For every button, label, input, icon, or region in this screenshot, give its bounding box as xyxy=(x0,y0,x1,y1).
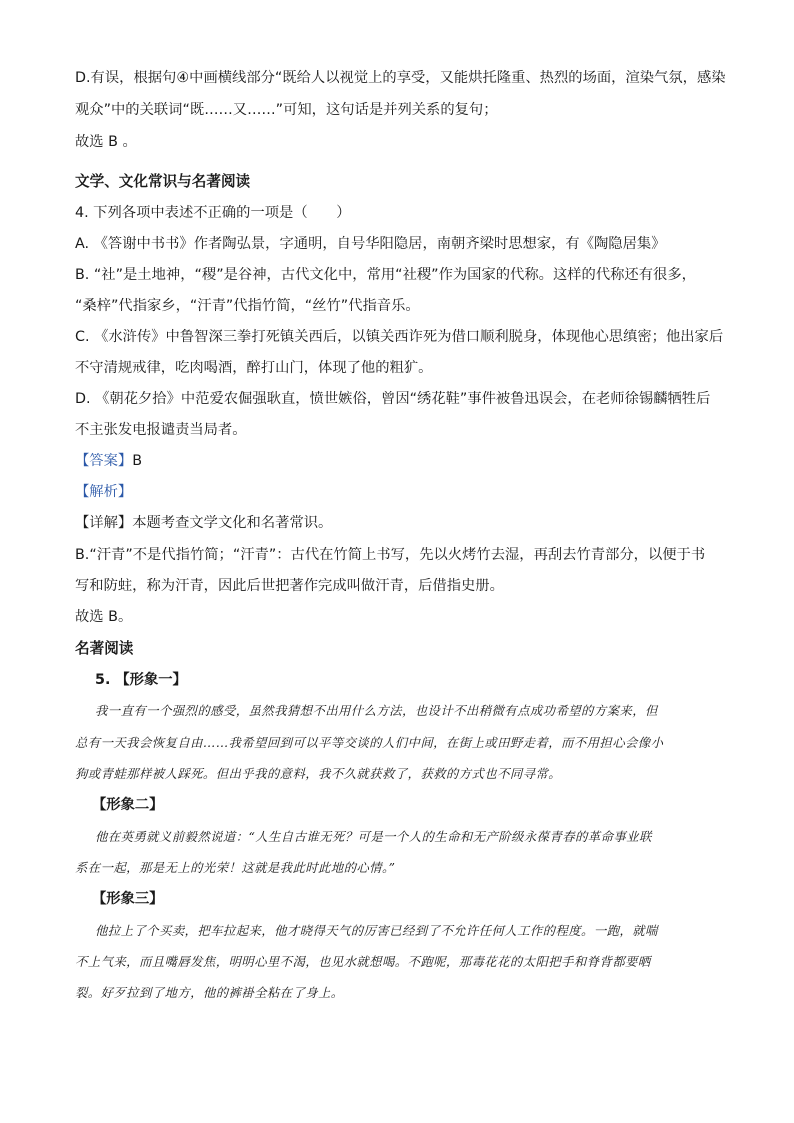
detail-text: 本题考查文学文化和名著常识。 xyxy=(132,515,333,531)
detail-label: 【详解】 xyxy=(75,515,133,531)
answer-value: B xyxy=(132,453,142,469)
option-d: D. 《朝花夕拾》中范爱农倔强耿直，愤世嫉俗，曾因“绣花鞋”事件被鲁迅误会，在老师徐锡麟牺牲后 xyxy=(75,391,711,407)
excerpt-line: 他拉上了个买卖，把车拉起来，他才晓得天气的厉害已经到了不允许任何人工作的程度。一跑，就喘 xyxy=(95,923,658,938)
excerpt-line: 不上气来，而且嘴唇发焦，明明心里不渴，也见水就想喝。不跑呢，那毒花花的太阳把手和脊背都要晒 xyxy=(75,954,651,969)
option-b-cont: “桑梓”代指家乡，“汗青”代指竹简，“丝竹”代指音乐。 xyxy=(75,298,420,314)
analysis-label: 【解析】 xyxy=(75,484,133,500)
image-one-label: 5. 【形象一】 xyxy=(95,672,187,688)
excerpt-line: 他在英勇就义前毅然说道：“人生自古谁无死？可是一个人的生命和无产阶级永葆青春的革命事业联 xyxy=(95,829,652,844)
detail-row xyxy=(75,513,732,533)
image-three-label: 【形象三】 xyxy=(92,891,164,907)
text-line: D.有误，根据句④中画横线部分“既给人以视觉上的享受，又能烘托隆重、热烈的场面，渲染气氛，感染 xyxy=(75,70,726,86)
excerpt-line: 总有一天我会恢复自由……我希望回到可以平等交谈的人们中间，在街上或田野走着，而不用担心会像小 xyxy=(75,735,664,750)
option-a: A. 《答谢中书书》作者陶弘景，字通明，自号华阳隐居，南朝齐梁时思想家，有《陶隐居集》 xyxy=(75,236,666,252)
text-line: 故选 B 。 xyxy=(75,134,137,150)
excerpt-line: 裂。好歹拉到了地方，他的裤褂全粘在了身上。 xyxy=(75,985,344,1000)
text-line: 观众”中的关联词“既……又……”可知，这句话是并列关系的复句； xyxy=(75,102,498,118)
answer-label: 【答案】 xyxy=(75,453,133,469)
section-heading: 文学、文化常识与名著阅读 xyxy=(75,173,251,190)
answer-row xyxy=(75,451,732,471)
question-stem: 4. 下列各项中表述不正确的一项是（ ） xyxy=(75,205,351,221)
option-c-cont: 不守清规戒律，吃肉喝酒，醉打山门，体现了他的粗犷。 xyxy=(75,360,433,376)
excerpt-line: 系在一起，那是无上的光荣！这就是我此时此地的心情。” xyxy=(75,860,396,875)
option-b: B. “社”是土地神，“稷”是谷神，古代文化中，常用“社稷”作为国家的代称。这样的代称还有很多， xyxy=(75,267,696,283)
excerpt-line: 我一直有一个强烈的感受，虽然我猜想不出用什么方法，也设计不出稍微有点成功希望的方案来，但 xyxy=(95,703,658,718)
option-c: C. 《水浒传》中鲁智深三拳打死镇关西后，以镇关西诈死为借口顺利脱身，体现他心思缜密；他出家后 xyxy=(75,329,724,345)
image-two-label: 【形象二】 xyxy=(92,797,164,813)
option-d-cont: 不主张发电报谴责当局者。 xyxy=(75,422,247,438)
excerpt-line: 狗或青蛙那样被人踩死。但出乎我的意料，我不久就获救了，获救的方式也不同寻常。 xyxy=(75,766,562,781)
conclusion-line: 故选 B。 xyxy=(75,609,133,625)
explanation-line: B.“汗青”不是代指竹简；“汗青”：古代在竹简上书写，先以火烤竹去湿，再刮去竹青部分，以便于书 xyxy=(75,547,706,563)
explanation-line: 写和防蛀，称为汗青，因此后世把著作完成叫做汗青，后借指史册。 xyxy=(75,578,504,594)
section-heading: 名著阅读 xyxy=(75,640,134,657)
